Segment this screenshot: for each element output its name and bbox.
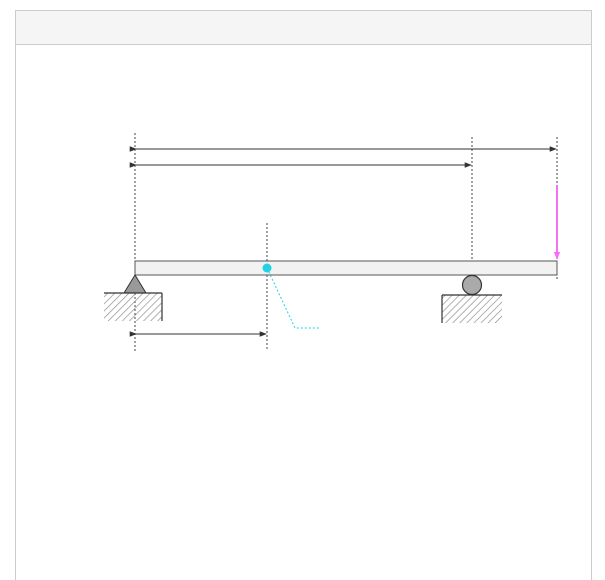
beam-diagram bbox=[16, 45, 591, 365]
beam bbox=[135, 261, 557, 275]
question-card bbox=[15, 10, 592, 580]
question-header bbox=[16, 11, 591, 45]
roller-support bbox=[442, 276, 502, 324]
pin-support bbox=[104, 275, 162, 321]
